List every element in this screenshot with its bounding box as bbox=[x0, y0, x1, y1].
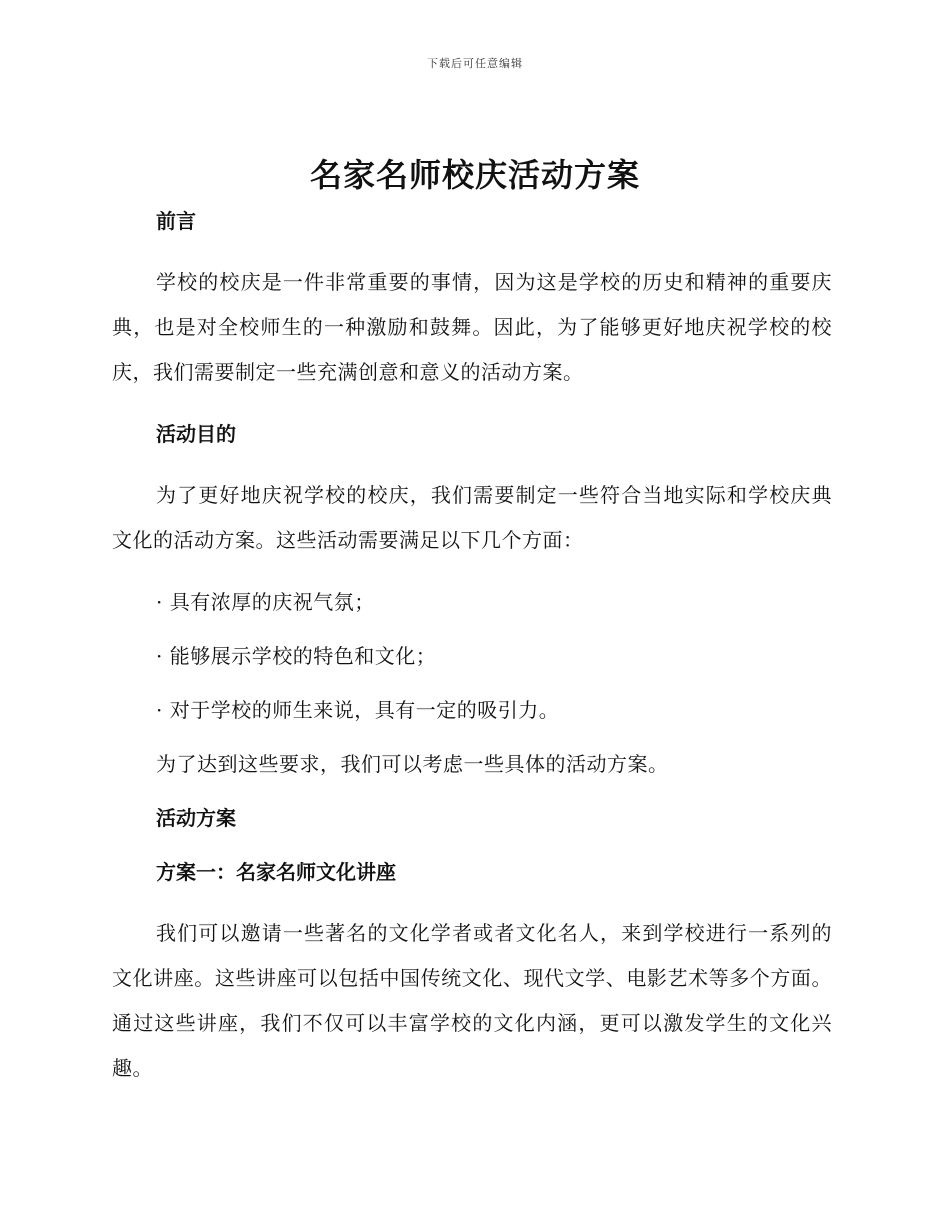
paragraph-purpose-closing: 为了达到这些要求，我们可以考虑一些具体的活动方案。 bbox=[156, 752, 669, 776]
section-heading-plan: 活动方案 bbox=[156, 806, 236, 830]
list-item: · 能够展示学校的特色和文化； bbox=[156, 644, 437, 668]
section-heading-plan-one: 方案一：名家名师文化讲座 bbox=[156, 860, 396, 884]
paragraph-preface: 学校的校庆是一件非常重要的事情，因为这是学校的历史和精神的重要庆典，也是对全校师生的一种激励和鼓舞。因此，为了能够更好地庆祝学校的校庆，我们需要制定一些充满创意和意义的活动方案。 bbox=[112, 270, 832, 384]
document-body bbox=[112, 206, 832, 1091]
section-heading-preface: 前言 bbox=[156, 209, 196, 233]
page-header-note: 下载后可任意编辑 bbox=[427, 57, 523, 70]
document-title: 名家名师校庆活动方案 bbox=[309, 156, 640, 194]
section-heading-purpose: 活动目的 bbox=[156, 422, 236, 446]
list-item: · 具有浓厚的庆祝气氛； bbox=[156, 590, 375, 614]
paragraph-purpose: 为了更好地庆祝学校的校庆，我们需要制定一些符合当地实际和学校庆典文化的活动方案。这些活动需要满足以下几个方面： bbox=[112, 483, 832, 552]
list-item: · 对于学校的师生来说，具有一定的吸引力。 bbox=[156, 698, 560, 722]
paragraph-plan-one: 我们可以邀请一些著名的文化学者或者文化名人，来到学校进行一系列的文化讲座。这些讲座可以包括中国传统文化、现代文学、电影艺术等多个方面。通过这些讲座，我们不仅可以丰富学校的文化内涵，更可以激发学生的文化兴趣。 bbox=[112, 921, 832, 1080]
